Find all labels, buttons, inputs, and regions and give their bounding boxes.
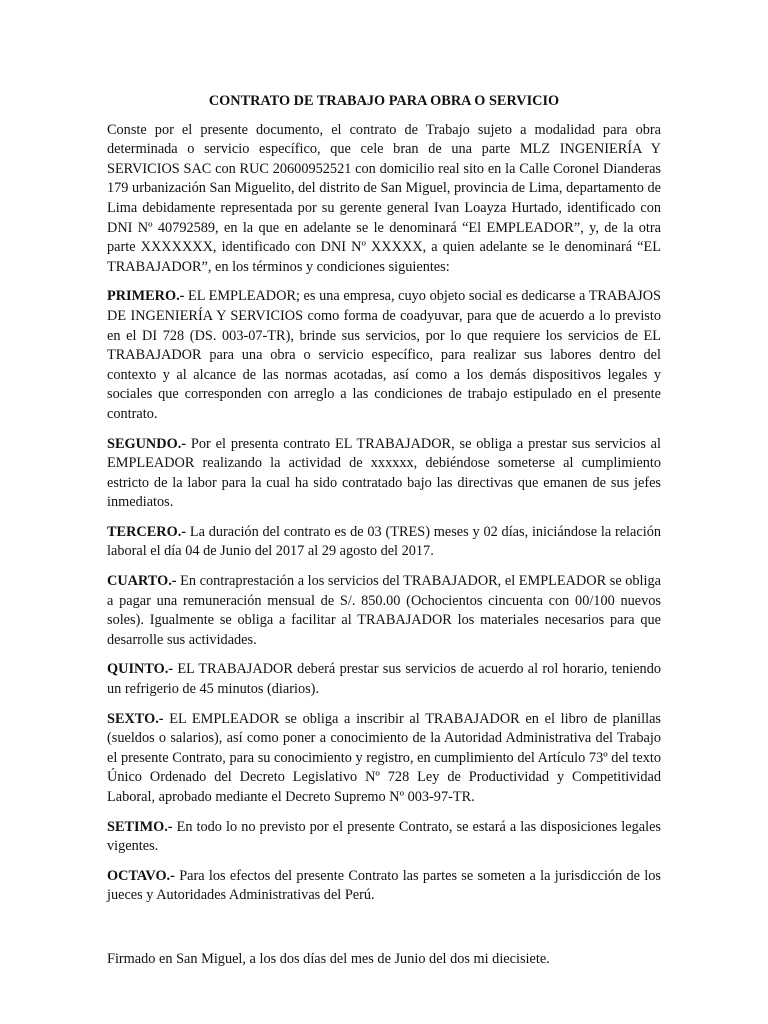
signoff-line: Firmado en San Miguel, a los dos días del mes de Junio del dos mi diecisiete. [107, 950, 550, 967]
clause-text: EL EMPLEADOR se obliga a inscribir al TRABAJADOR en el libro de planillas (sueldos o salarios), así como poner a conocimiento de la Autoridad Administrativa del Trabajo el presente Contrato, para su conocimiento y registro, en cumplimiento del Artículo 73º del texto Único Ordenado del Decreto Legislativo Nº 728 Ley de Productividad y Competitividad Laboral, aprobado mediante el Decreto Supremo Nº 003-97-TR. [107, 710, 661, 805]
clause-text: La duración del contrato es de 03 (TRES) meses y 02 días, iniciándose la relación laboral el día 04 de Junio del 2017 al 29 agosto del 2017. [107, 523, 661, 560]
clause-segundo [107, 435, 661, 513]
clause-label: CUARTO.- [107, 573, 177, 590]
clause-text: EL EMPLEADOR; es una empresa, cuyo objeto social es dedicarse a TRABAJOS DE INGENIERÍA Y SERVICIOS como forma de coadyuvar, para que de acuerdo a lo previsto en el DI 728 (DS. 003-07-TR), brinde sus servicios, por lo que requiere los servicios de EL TRABAJADOR para una obra o servicio específico, para realizar sus labores dentro del contexto y al alcance de las normas acotadas, así como a los demás dispositivos legales y sociales que corresponden con arreglo a las condiciones de trabajo estipulado en el presente contrato. [107, 288, 661, 422]
clause-label: TERCERO.- [107, 523, 187, 540]
clause-text: En contraprestación a los servicios del TRABAJADOR, el EMPLEADOR se obliga a pagar una remuneración mensual de S/. 850.00 (Ochocientos cincuenta con 00/100 nuevos soles). Igualmente se obliga a facilitar al TRABAJADOR los materiales necesarios para que desarrolle sus actividades. [107, 573, 661, 648]
clause-label: SETIMO.- [107, 818, 173, 835]
clause-label: PRIMERO.- [107, 288, 185, 305]
clause-cuarto [107, 572, 661, 650]
clause-label: OCTAVO.- [107, 867, 175, 884]
document-title: CONTRATO DE TRABAJO PARA OBRA O SERVICIO [208, 93, 560, 109]
clause-label: SEGUNDO.- [107, 435, 187, 452]
clause-text: En todo lo no previsto por el presente Contrato, se estará a las disposiciones legales vigentes. [107, 818, 661, 855]
clause-tercero [107, 523, 661, 562]
clause-label: SEXTO.- [107, 710, 164, 727]
clause-text: Por el presenta contrato EL TRABAJADOR, se obliga a prestar sus servicios al EMPLEADOR realizando la actividad de xxxxxx, debiéndose someterse al cumplimiento estricto de la labor para la cual ha sido contratado bajo las directivas que emanen de sus jefes inmediatos. [107, 435, 661, 511]
clause-octavo [107, 867, 661, 906]
clause-primero [107, 287, 661, 424]
clause-setimo [107, 818, 661, 857]
clause-text: Para los efectos del presente Contrato las partes se someten a la jurisdicción de los jueces y Autoridades Administrativas del Perú. [107, 867, 661, 904]
clause-label: QUINTO.- [107, 661, 174, 678]
document-page [107, 92, 661, 980]
intro-paragraph: Conste por el presente documento, el contrato de Trabajo sujeto a modalidad para obra determinada o servicio específico, que cele bran de una parte MLZ INGENIERÍA Y SERVICIOS SAC con RUC 20600952521 con domicilio real sito en la Calle Coronel Dianderas 179 urbanización San Miguelito, del distrito de San Miguel, provincia de Lima, departamento de Lima debidamente representada por su gerente general Ivan Loayza Hurtado, identificado con DNI Nº 40792589, en la que en adelante se le denominará “El EMPLEADOR”, y, de la otra parte XXXXXXX, identificado con DNI Nº XXXXX, a quien adelante se le denominará “EL TRABAJADOR”, en los términos y condiciones siguientes: [107, 121, 661, 275]
clause-quinto [107, 660, 661, 699]
clause-sexto [107, 710, 661, 808]
clause-text: EL TRABAJADOR deberá prestar sus servicios de acuerdo al rol horario, teniendo un refrigerio de 45 minutos (diarios). [107, 661, 661, 698]
